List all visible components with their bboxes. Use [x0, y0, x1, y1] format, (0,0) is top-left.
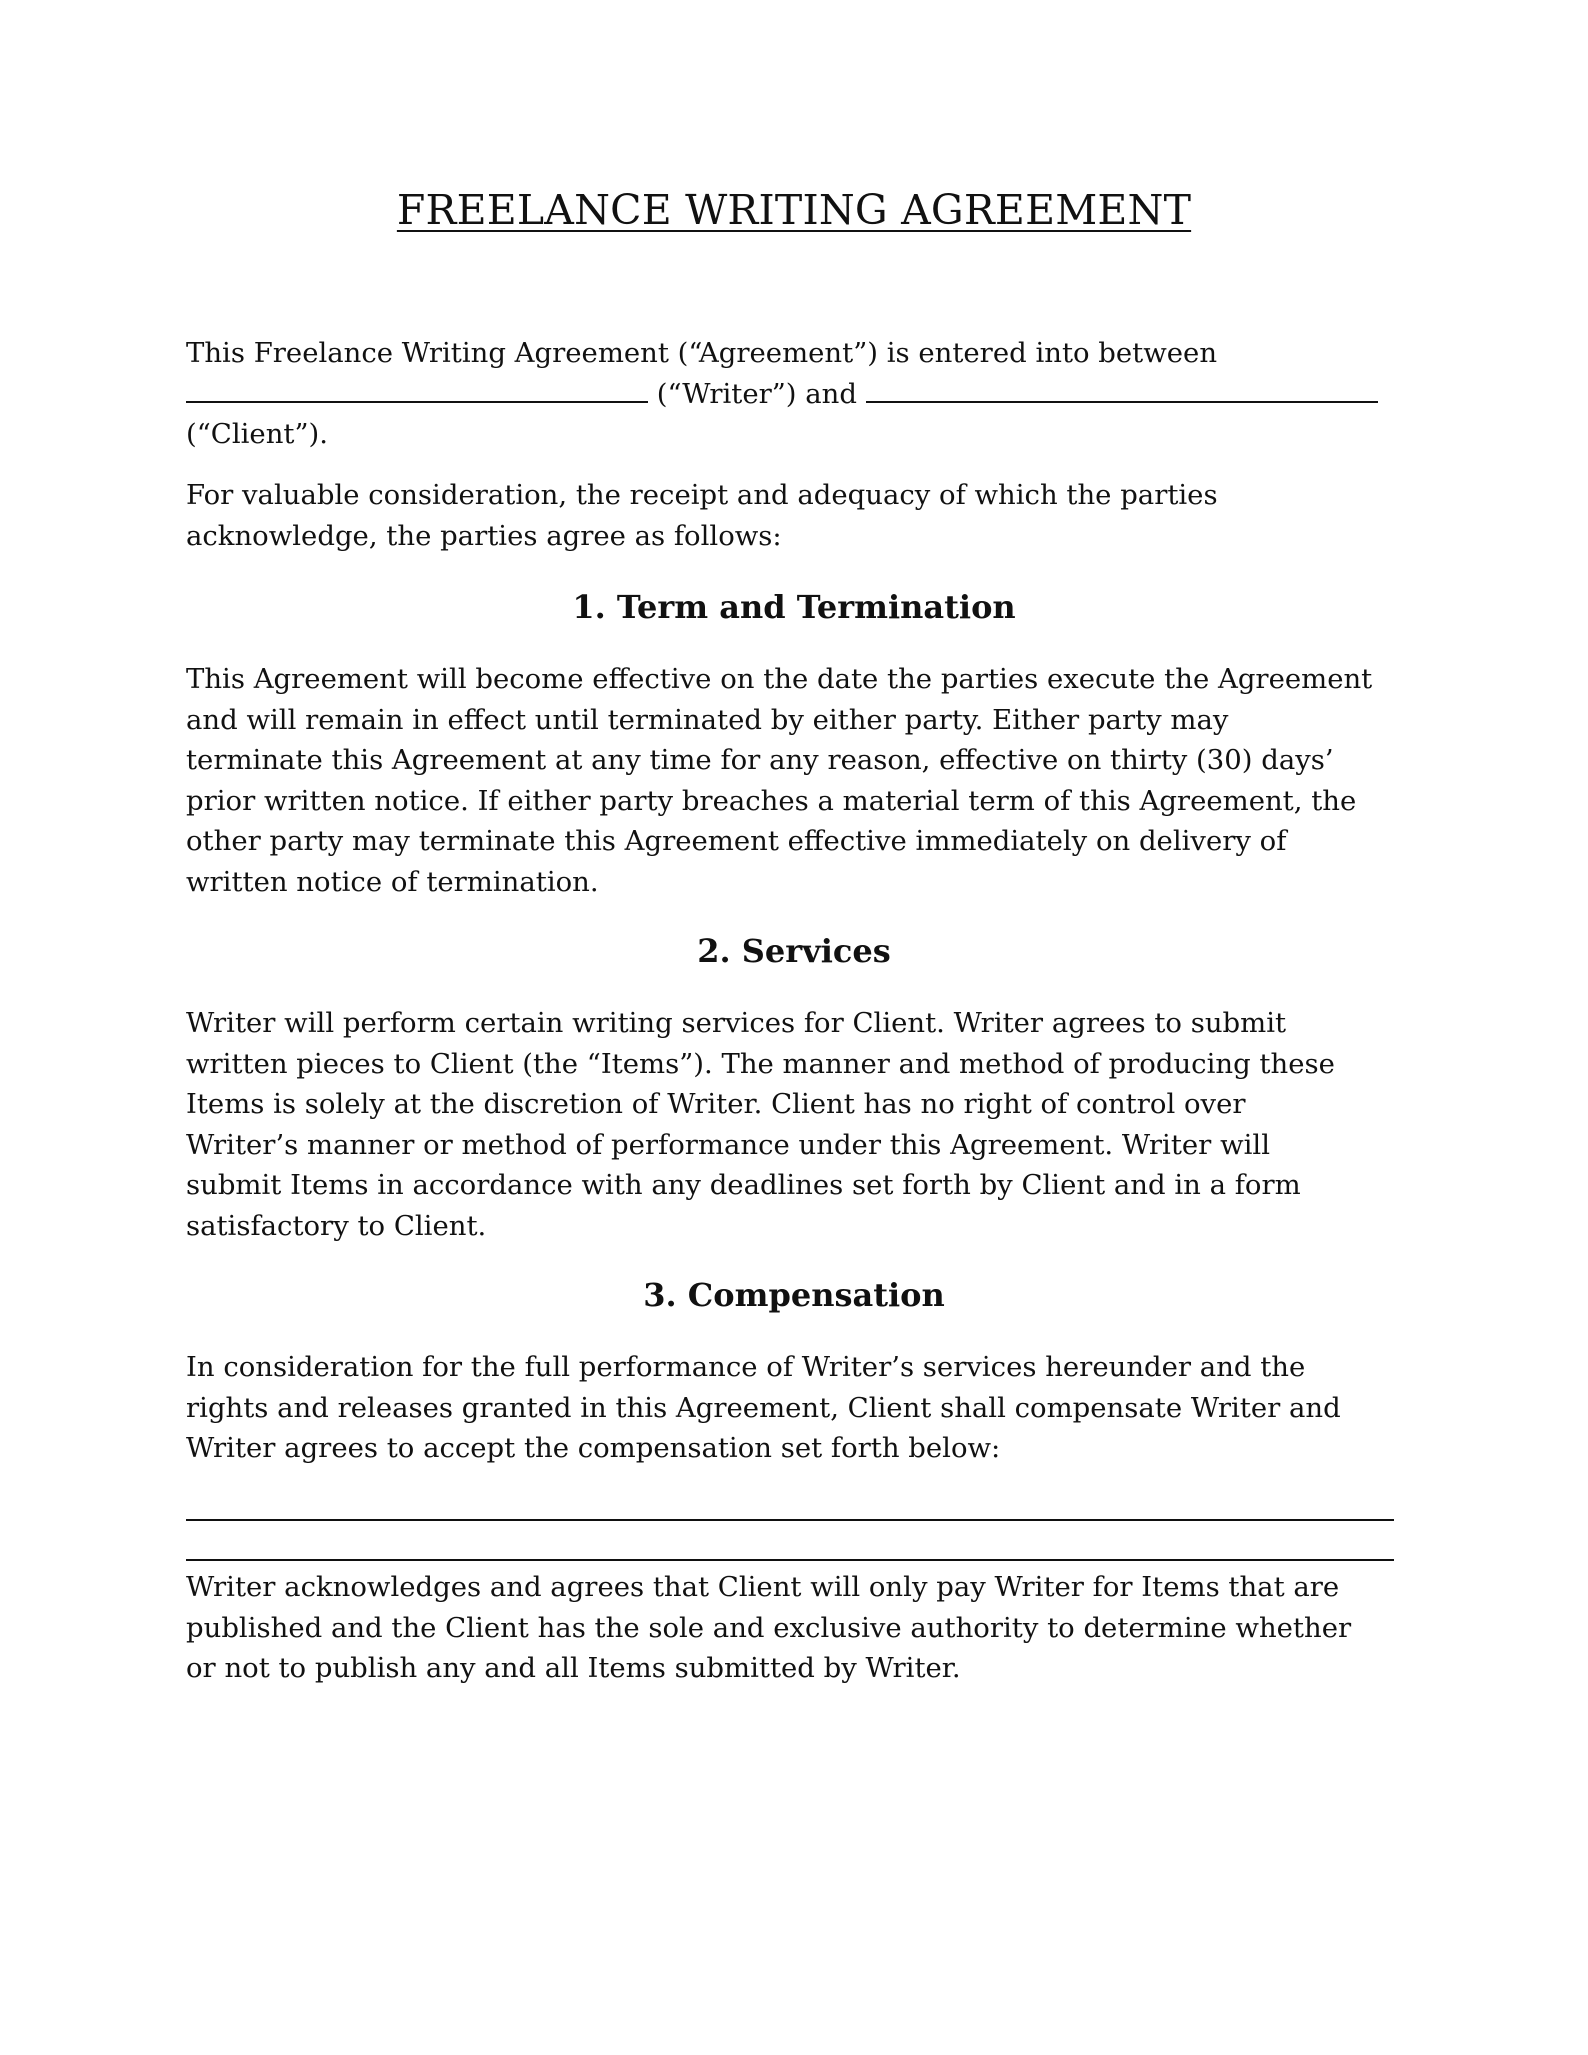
paragraph-line: other party may terminate this Agreement effective immediately on delivery of: [186, 825, 1287, 857]
compensation-blank-line[interactable]: [186, 1559, 1394, 1561]
paragraph-line: Writer agrees to accept the compensation set forth below:: [186, 1432, 1001, 1464]
paragraph-line: This Agreement will become effective on the date the parties execute the Agreement: [186, 663, 1373, 695]
publication-paragraph: [186, 1567, 1416, 1689]
section-heading-services: 2. Services: [697, 932, 891, 970]
section-paragraph-services: [186, 1003, 1416, 1246]
paragraph-line: submit Items in accordance with any deadlines set forth by Client and in a form: [186, 1169, 1301, 1201]
paragraph-line: and will remain in effect until terminated by either party. Either party may: [186, 703, 1229, 736]
paragraph-line: satisfactory to Client.: [186, 1209, 487, 1242]
paragraph-line: Writer will perform certain writing services for Client. Writer agrees to submit: [186, 1007, 1287, 1039]
paragraph-line: or not to publish any and all Items submitted by Writer.: [186, 1652, 961, 1684]
paragraph-line: Writer’s manner or method of performance under this Agreement. Writer will: [186, 1128, 1270, 1161]
paragraph-line: Writer acknowledges and agrees that Client will only pay Writer for Items that are: [186, 1571, 1340, 1603]
paragraph-line: prior written notice. If either party breaches a material term of this Agreement, the: [186, 784, 1357, 817]
client-name-blank[interactable]: [866, 375, 1378, 403]
section-heading-compensation: 3. Compensation: [643, 1276, 945, 1314]
paragraph-line: In consideration for the full performance of Writer’s services hereunder and the: [186, 1351, 1306, 1383]
section-paragraph-term: [186, 659, 1416, 902]
paragraph-line: terminate this Agreement at any time for any reason, effective on thirty (30) days’: [186, 744, 1334, 776]
intro-line: This Freelance Writing Agreement (“Agreement”) is entered into between: [186, 337, 1218, 369]
paragraph-line: published and the Client has the sole and exclusive authority to determine whether: [186, 1611, 1352, 1644]
paragraph-line: written notice of termination.: [186, 865, 599, 898]
consideration-paragraph: [186, 475, 1416, 556]
compensation-blank-line[interactable]: [186, 1519, 1394, 1521]
section-heading-term: 1. Term and Termination: [572, 588, 1016, 626]
client-label: (“Client”).: [186, 418, 328, 450]
parties-line: [186, 374, 1416, 415]
document-title: FREELANCE WRITING AGREEMENT: [396, 186, 1192, 234]
paragraph-line: acknowledge, the parties agree as follows:: [186, 519, 782, 552]
writer-label: (“Writer”) and: [656, 377, 857, 410]
paragraph-line: rights and releases granted in this Agreement, Client shall compensate Writer and: [186, 1391, 1341, 1424]
paragraph-line: For valuable consideration, the receipt and adequacy of which the parties: [186, 479, 1218, 511]
section-paragraph-compensation: [186, 1347, 1416, 1469]
paragraph-line: written pieces to Client (the “Items”). The manner and method of producing these: [186, 1047, 1335, 1080]
writer-name-blank[interactable]: [186, 375, 648, 403]
paragraph-line: Items is solely at the discretion of Writer. Client has no right of control over: [186, 1088, 1246, 1120]
intro-paragraph: [186, 333, 1416, 455]
